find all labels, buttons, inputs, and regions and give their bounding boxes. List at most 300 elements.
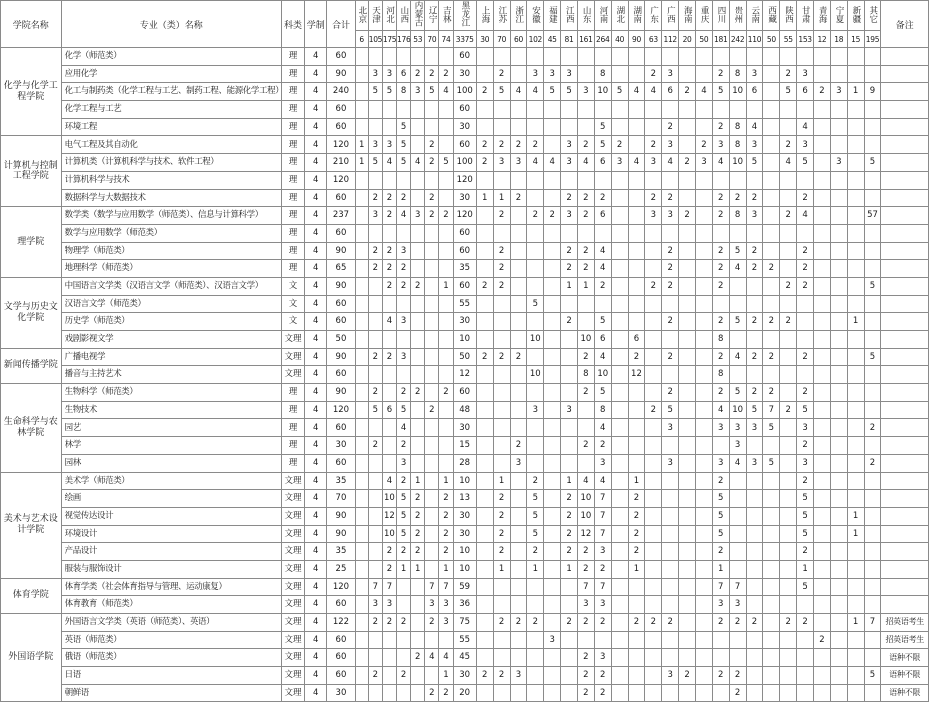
plan-value-cell: [695, 560, 712, 578]
major-name-cell: 绘画: [61, 490, 281, 508]
plan-value-cell: 10: [453, 472, 476, 490]
plan-value-cell: [645, 631, 662, 649]
plan-value-cell: 2: [368, 348, 382, 366]
remark-cell: [881, 154, 929, 172]
major-row: [1, 118, 929, 136]
plan-value-cell: [780, 118, 797, 136]
plan-value-cell: 2: [493, 348, 510, 366]
plan-value-cell: 30: [453, 419, 476, 437]
plan-value-cell: 2: [662, 277, 679, 295]
plan-value-cell: [493, 649, 510, 667]
plan-value-cell: [679, 454, 696, 472]
major-row: [1, 472, 929, 490]
plan-value-cell: 4: [594, 472, 611, 490]
plan-value-cell: [864, 578, 881, 596]
category-cell: 文理: [281, 578, 304, 596]
category-cell: 理: [281, 171, 304, 189]
plan-value-cell: 3: [527, 65, 544, 83]
plan-value-cell: [476, 649, 493, 667]
plan-value-cell: 12: [628, 366, 645, 384]
plan-value-cell: [695, 614, 712, 632]
college-name-cell: 新闻传播学院: [1, 348, 62, 383]
row-total-cell: 90: [327, 65, 355, 83]
plan-value-cell: 3: [729, 419, 746, 437]
plan-value-cell: [439, 136, 453, 154]
plan-value-cell: 7: [425, 578, 439, 596]
plan-value-cell: 2: [382, 543, 396, 561]
plan-value-cell: 3: [594, 543, 611, 561]
plan-value-cell: [679, 366, 696, 384]
major-row: [1, 171, 929, 189]
major-row: [1, 614, 929, 632]
plan-value-cell: 2: [729, 189, 746, 207]
plan-value-cell: [695, 631, 712, 649]
plan-value-cell: [847, 384, 864, 402]
category-cell: 文理: [281, 525, 304, 543]
plan-value-cell: [645, 313, 662, 331]
col-header-province: [411, 1, 425, 31]
col-header-province: [746, 1, 763, 31]
plan-value-cell: 2: [679, 207, 696, 225]
plan-value-cell: [355, 419, 368, 437]
plan-value-cell: [493, 295, 510, 313]
plan-value-cell: [662, 525, 679, 543]
plan-value-cell: [847, 189, 864, 207]
plan-value-cell: 2: [797, 189, 814, 207]
plan-value-cell: 2: [712, 277, 729, 295]
plan-value-cell: [425, 313, 439, 331]
plan-value-cell: 30: [453, 65, 476, 83]
plan-value-cell: 3: [662, 667, 679, 685]
plan-value-cell: 2: [510, 437, 527, 455]
plan-value-cell: [493, 101, 510, 119]
plan-value-cell: 4: [780, 154, 797, 172]
plan-value-cell: [813, 384, 830, 402]
plan-value-cell: [493, 454, 510, 472]
plan-value-cell: 60: [453, 48, 476, 66]
plan-value-cell: [695, 401, 712, 419]
plan-value-cell: [813, 507, 830, 525]
major-name-cell: 播音与主持艺术: [61, 366, 281, 384]
plan-value-cell: [439, 224, 453, 242]
plan-value-cell: [544, 101, 561, 119]
plan-value-cell: 5: [797, 507, 814, 525]
major-name-cell: 园艺: [61, 419, 281, 437]
province-name: 西藏: [766, 5, 777, 23]
plan-value-cell: [382, 295, 396, 313]
plan-value-cell: [611, 525, 628, 543]
plan-value-cell: 2: [439, 543, 453, 561]
plan-value-cell: [830, 437, 847, 455]
plan-value-cell: [611, 331, 628, 349]
plan-value-cell: [355, 277, 368, 295]
plan-value-cell: [355, 437, 368, 455]
plan-value-cell: 2: [493, 543, 510, 561]
duration-cell: 4: [305, 65, 327, 83]
plan-value-cell: [645, 667, 662, 685]
plan-value-cell: [797, 331, 814, 349]
plan-value-cell: 2: [425, 65, 439, 83]
plan-value-cell: 2: [864, 454, 881, 472]
plan-value-cell: [411, 454, 425, 472]
plan-value-cell: [355, 649, 368, 667]
plan-value-cell: 2: [594, 667, 611, 685]
plan-value-cell: [368, 543, 382, 561]
plan-value-cell: [382, 454, 396, 472]
plan-value-cell: [510, 560, 527, 578]
category-cell: 文理: [281, 331, 304, 349]
plan-value-cell: [561, 419, 578, 437]
plan-value-cell: [780, 242, 797, 260]
plan-value-cell: [382, 419, 396, 437]
plan-value-cell: 2: [679, 83, 696, 101]
college-name-cell: 文学与历史文化学院: [1, 277, 62, 348]
plan-value-cell: [813, 578, 830, 596]
plan-value-cell: 3: [645, 207, 662, 225]
plan-value-cell: [355, 667, 368, 685]
duration-cell: 4: [305, 348, 327, 366]
remark-cell: [881, 295, 929, 313]
plan-value-cell: 3: [797, 419, 814, 437]
plan-value-cell: 2: [411, 490, 425, 508]
plan-value-cell: 2: [397, 667, 411, 685]
plan-value-cell: [611, 189, 628, 207]
plan-value-cell: 5: [397, 525, 411, 543]
plan-value-cell: 2: [780, 277, 797, 295]
duration-cell: 4: [305, 578, 327, 596]
plan-value-cell: 2: [561, 507, 578, 525]
plan-value-cell: 1: [411, 472, 425, 490]
province-name: 河北: [384, 5, 395, 23]
province-total-cell: 15: [847, 31, 864, 48]
plan-value-cell: [355, 260, 368, 278]
plan-value-cell: [561, 649, 578, 667]
plan-value-cell: [830, 649, 847, 667]
major-row: [1, 83, 929, 101]
plan-value-cell: [628, 295, 645, 313]
category-cell: 文理: [281, 560, 304, 578]
plan-value-cell: [746, 596, 763, 614]
plan-value-cell: [780, 649, 797, 667]
plan-value-cell: [561, 48, 578, 66]
plan-value-cell: [847, 171, 864, 189]
plan-value-cell: 2: [662, 313, 679, 331]
plan-value-cell: [695, 295, 712, 313]
plan-value-cell: [611, 684, 628, 702]
plan-value-cell: [813, 189, 830, 207]
plan-value-cell: [493, 331, 510, 349]
duration-cell: 4: [305, 684, 327, 702]
plan-value-cell: [645, 331, 662, 349]
plan-value-cell: [813, 649, 830, 667]
plan-value-cell: 2: [368, 189, 382, 207]
plan-value-cell: [493, 401, 510, 419]
plan-value-cell: 4: [425, 649, 439, 667]
plan-value-cell: 2: [662, 242, 679, 260]
plan-value-cell: 5: [397, 118, 411, 136]
plan-value-cell: 1: [561, 560, 578, 578]
province-total-cell: 18: [830, 31, 847, 48]
plan-value-cell: 60: [453, 384, 476, 402]
row-total-cell: 90: [327, 242, 355, 260]
plan-value-cell: [813, 136, 830, 154]
plan-value-cell: [425, 348, 439, 366]
plan-value-cell: [476, 313, 493, 331]
plan-value-cell: [510, 65, 527, 83]
plan-value-cell: 4: [628, 154, 645, 172]
plan-value-cell: [662, 366, 679, 384]
plan-value-cell: [679, 384, 696, 402]
plan-value-cell: [847, 277, 864, 295]
plan-value-cell: [780, 543, 797, 561]
plan-value-cell: 5: [746, 401, 763, 419]
plan-value-cell: [382, 101, 396, 119]
plan-value-cell: [847, 366, 864, 384]
remark-cell: [881, 596, 929, 614]
plan-value-cell: [561, 578, 578, 596]
major-name-cell: 视觉传达设计: [61, 507, 281, 525]
plan-value-cell: [780, 348, 797, 366]
plan-value-cell: [439, 454, 453, 472]
plan-value-cell: 5: [527, 525, 544, 543]
row-total-cell: 120: [327, 401, 355, 419]
plan-value-cell: [695, 490, 712, 508]
major-row: [1, 348, 929, 366]
plan-value-cell: [662, 507, 679, 525]
plan-value-cell: 3: [594, 649, 611, 667]
plan-value-cell: [695, 472, 712, 490]
col-header-province: [679, 1, 696, 31]
plan-value-cell: [476, 490, 493, 508]
plan-value-cell: [847, 543, 864, 561]
plan-value-cell: [628, 101, 645, 119]
plan-value-cell: [830, 454, 847, 472]
plan-value-cell: [695, 242, 712, 260]
plan-value-cell: 2: [561, 525, 578, 543]
major-row: [1, 684, 929, 702]
remark-cell: [881, 224, 929, 242]
plan-value-cell: [830, 525, 847, 543]
remark-cell: [881, 331, 929, 349]
plan-value-cell: [544, 667, 561, 685]
major-row: [1, 48, 929, 66]
plan-value-cell: 5: [527, 490, 544, 508]
remark-cell: [881, 83, 929, 101]
plan-value-cell: 2: [493, 242, 510, 260]
col-header-province: [453, 1, 476, 31]
plan-value-cell: [679, 472, 696, 490]
plan-value-cell: [382, 631, 396, 649]
plan-value-cell: 1: [847, 83, 864, 101]
plan-value-cell: 2: [527, 543, 544, 561]
plan-value-cell: 2: [662, 348, 679, 366]
plan-value-cell: 7: [368, 578, 382, 596]
plan-value-cell: [797, 295, 814, 313]
plan-value-cell: [411, 596, 425, 614]
plan-value-cell: [695, 578, 712, 596]
plan-value-cell: [695, 260, 712, 278]
plan-value-cell: [813, 490, 830, 508]
plan-value-cell: [864, 313, 881, 331]
province-name: 河南: [597, 5, 608, 23]
major-name-cell: 数学类（数学与应用数学（师范类）、信息与计算科学）: [61, 207, 281, 225]
plan-value-cell: [847, 560, 864, 578]
plan-value-cell: 30: [453, 189, 476, 207]
plan-value-cell: [813, 614, 830, 632]
province-name: 北京: [356, 5, 367, 23]
plan-value-cell: [864, 596, 881, 614]
plan-value-cell: [679, 65, 696, 83]
remark-cell: 语种不限: [881, 667, 929, 685]
plan-value-cell: [368, 366, 382, 384]
plan-value-cell: [510, 242, 527, 260]
plan-value-cell: [382, 437, 396, 455]
province-total-cell: 105: [368, 31, 382, 48]
plan-value-cell: [763, 596, 780, 614]
plan-value-cell: [763, 667, 780, 685]
plan-value-cell: [729, 543, 746, 561]
province-total-cell: 153: [797, 31, 814, 48]
plan-value-cell: 2: [476, 348, 493, 366]
plan-value-cell: [780, 295, 797, 313]
plan-value-cell: [628, 401, 645, 419]
plan-value-cell: 5: [864, 348, 881, 366]
plan-value-cell: [544, 136, 561, 154]
plan-value-cell: [645, 295, 662, 313]
plan-value-cell: [527, 189, 544, 207]
plan-value-cell: [439, 348, 453, 366]
major-name-cell: 生物科学（师范类）: [61, 384, 281, 402]
major-row: [1, 366, 929, 384]
province-total-cell: 81: [561, 31, 578, 48]
plan-value-cell: [780, 525, 797, 543]
major-row: [1, 543, 929, 561]
province-name: 江苏: [496, 5, 507, 23]
plan-value-cell: [510, 543, 527, 561]
plan-value-cell: 3: [662, 207, 679, 225]
plan-value-cell: 2: [712, 118, 729, 136]
plan-value-cell: [439, 401, 453, 419]
plan-value-cell: [527, 48, 544, 66]
plan-value-cell: 2: [645, 65, 662, 83]
remark-cell: [881, 277, 929, 295]
plan-value-cell: 4: [397, 207, 411, 225]
plan-value-cell: [355, 224, 368, 242]
remark-cell: [881, 207, 929, 225]
plan-value-cell: [645, 118, 662, 136]
plan-value-cell: [355, 560, 368, 578]
province-total-cell: 102: [527, 31, 544, 48]
plan-value-cell: 2: [746, 242, 763, 260]
plan-value-cell: 7: [439, 578, 453, 596]
remark-cell: [881, 437, 929, 455]
plan-value-cell: 3: [729, 596, 746, 614]
major-name-cell: 园林: [61, 454, 281, 472]
plan-value-cell: 10: [577, 490, 594, 508]
plan-value-cell: [368, 419, 382, 437]
plan-value-cell: [561, 224, 578, 242]
plan-value-cell: [382, 384, 396, 402]
col-header-province: [813, 1, 830, 31]
plan-value-cell: [368, 224, 382, 242]
province-total-cell: 110: [746, 31, 763, 48]
category-cell: 文理: [281, 472, 304, 490]
plan-value-cell: [763, 437, 780, 455]
plan-value-cell: 3: [830, 154, 847, 172]
major-row: [1, 525, 929, 543]
major-name-cell: 体育教育（师范类）: [61, 596, 281, 614]
row-total-cell: 30: [327, 684, 355, 702]
plan-value-cell: 2: [382, 277, 396, 295]
plan-value-cell: [510, 490, 527, 508]
plan-value-cell: 2: [397, 614, 411, 632]
plan-value-cell: [411, 295, 425, 313]
plan-value-cell: [695, 366, 712, 384]
plan-value-cell: 4: [382, 154, 396, 172]
plan-value-cell: 2: [712, 65, 729, 83]
plan-value-cell: [662, 472, 679, 490]
plan-value-cell: 6: [594, 207, 611, 225]
plan-value-cell: [679, 437, 696, 455]
plan-value-cell: [645, 454, 662, 472]
plan-value-cell: [510, 313, 527, 331]
plan-value-cell: [476, 507, 493, 525]
plan-value-cell: [527, 277, 544, 295]
col-header-total: 合计: [327, 1, 355, 48]
major-name-cell: 数学与应用数学（师范类）: [61, 224, 281, 242]
plan-value-cell: [577, 101, 594, 119]
plan-value-cell: 12: [453, 366, 476, 384]
remark-cell: 招英语考生: [881, 614, 929, 632]
duration-cell: 4: [305, 118, 327, 136]
province-total-cell: 175: [382, 31, 396, 48]
major-name-cell: 林学: [61, 437, 281, 455]
plan-value-cell: [628, 631, 645, 649]
plan-value-cell: [679, 614, 696, 632]
province-total-cell: 53: [411, 31, 425, 48]
plan-value-cell: [425, 437, 439, 455]
major-row: [1, 401, 929, 419]
major-name-cell: 电气工程及其自动化: [61, 136, 281, 154]
plan-value-cell: [679, 631, 696, 649]
duration-cell: 4: [305, 596, 327, 614]
remark-cell: [881, 260, 929, 278]
plan-value-cell: [577, 313, 594, 331]
plan-value-cell: 8: [729, 207, 746, 225]
plan-value-cell: 2: [493, 507, 510, 525]
plan-value-cell: [397, 578, 411, 596]
major-name-cell: 计算机科学与技术: [61, 171, 281, 189]
plan-value-cell: 5: [780, 83, 797, 101]
plan-value-cell: 4: [729, 454, 746, 472]
row-total-cell: 120: [327, 136, 355, 154]
plan-value-cell: 2: [729, 684, 746, 702]
plan-value-cell: [368, 525, 382, 543]
plan-value-cell: 2: [411, 649, 425, 667]
plan-value-cell: [628, 277, 645, 295]
plan-value-cell: 2: [397, 543, 411, 561]
plan-value-cell: [780, 189, 797, 207]
duration-cell: 4: [305, 101, 327, 119]
plan-value-cell: 2: [561, 260, 578, 278]
duration-cell: 4: [305, 48, 327, 66]
plan-value-cell: [847, 348, 864, 366]
plan-value-cell: [679, 401, 696, 419]
plan-value-cell: [425, 631, 439, 649]
plan-value-cell: [611, 171, 628, 189]
duration-cell: 4: [305, 614, 327, 632]
plan-value-cell: 60: [453, 224, 476, 242]
